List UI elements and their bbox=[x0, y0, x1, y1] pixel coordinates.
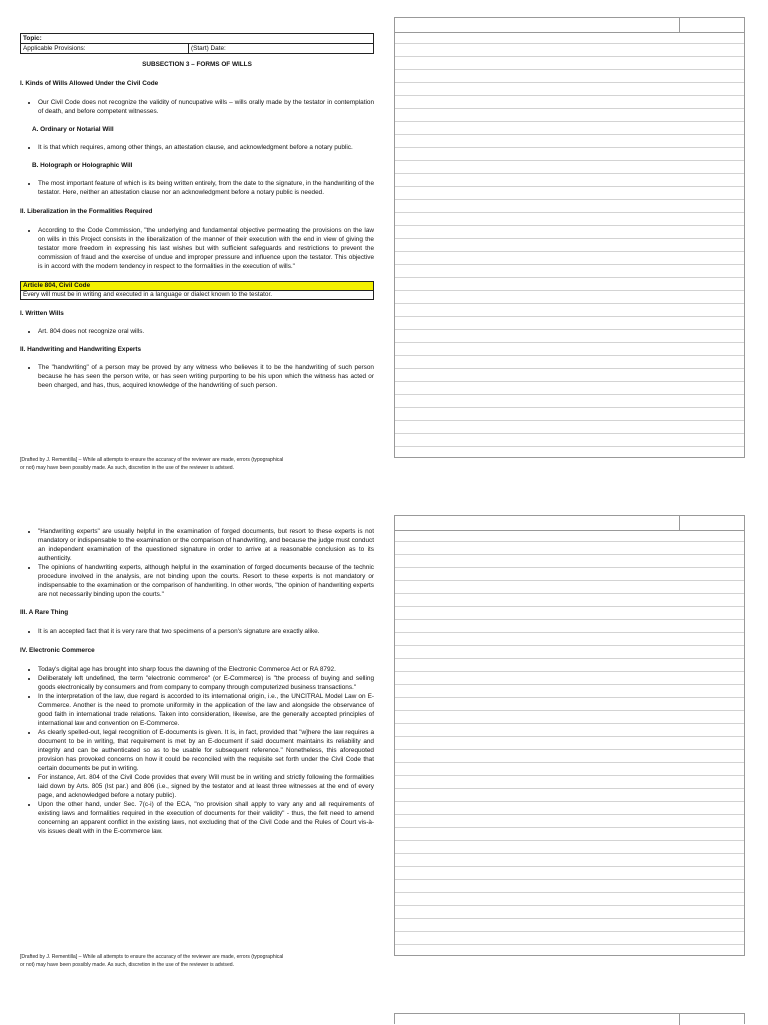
list-item: • It is that which requires, among other things, an attestation clause, and acknowledgment before a notary public. bbox=[38, 143, 374, 152]
section-heading: II. Liberalization in the Formalities Required bbox=[20, 208, 153, 215]
section-heading: I. Kinds of Wills Allowed Under the Civil Code bbox=[20, 80, 159, 87]
footer-line: or not) may have been possibly made. As such, discretion in the use of the reviewer is advised. bbox=[20, 465, 235, 471]
notes-header bbox=[395, 516, 744, 531]
list-item: • According to the Code Commission, "the underlying and fundamental objective permeating the provisions on the law on wills in this Project consists in the liberalization of the manner of their execution with the end in view of giving the testator more freedom in expressing his last wishes but with sufficient safeguards and restrictions to prevent the commission of fraud and the exercise of undue and improper pressure and influence upon the testator. This objective is in accord with the modern tendency in respect to the formalities in the execution of wills." bbox=[38, 226, 374, 271]
notes-panel[interactable] bbox=[394, 515, 745, 956]
page2-footer bbox=[20, 953, 360, 969]
topic-label: Topic: bbox=[23, 35, 42, 42]
bullet-list bbox=[20, 363, 374, 390]
notes-panel[interactable] bbox=[394, 17, 745, 458]
page1-content bbox=[20, 33, 374, 390]
section-heading: III. A Rare Thing bbox=[20, 609, 69, 616]
article-box bbox=[20, 281, 374, 300]
bullet-list bbox=[20, 527, 374, 599]
page2-content bbox=[20, 527, 374, 836]
list-item: • As clearly spelled-out, legal recognition of E-documents is given. It is, in fact, provided that "w]here the law requires a document to be in writing, that requirement is met by an E-document if said document maintains its reliability and integrity and can be authenticated so as to be usable for subsequent reference." Nonetheless, this aforequoted provision has provoked concerns on how it could be reconciled with the requisite set forth under the Civil Code that certain documents be put in writing. bbox=[38, 728, 374, 773]
list-item: • Our Civil Code does not recognize the validity of nuncupative wills – wills orally made by the testator in contemplation of death, and before competent witnesses. bbox=[38, 98, 374, 116]
list-item: • In the interpretation of the law, due regard is accorded to its international origin, i.e., the UNCITRAL Model Law on E-Commerce. Another is the need to promote uniformity in the application of the law and alongside the observance of good faith in international trade relations. Taken into consideration, likewise, are the generally accepted principles of international law and convention on E-Commerce. bbox=[38, 692, 374, 728]
footer-line: [Drafted by J. Rementilla] – While all attempts to ensure the accuracy of the reviewer are made, errors (typographical bbox=[20, 457, 284, 463]
notes-header-divider bbox=[679, 1014, 680, 1025]
bullet-list bbox=[20, 226, 374, 271]
page1-footer bbox=[20, 456, 360, 472]
subsection-heading: A. Ordinary or Notarial Will bbox=[32, 126, 114, 133]
subsection-heading: B. Holograph or Holographic Will bbox=[32, 162, 133, 169]
list-item: • The opinions of handwriting experts, although helpful in the examination of forged documents because of the technic procedure involved in the analysis, are not binding upon the courts. Resort to these experts is not mandatory or indispensable to the examination or the comparison of handwriting. In other words, "the opinion of handwriting experts are not necessarily binding upon the courts." bbox=[38, 563, 374, 599]
list-item: • Upon the other hand, under Sec. 7(c-i) of the ECA, "no provision shall apply to vary any and all requirements of existing laws and formalities required in the execution of documents for their validity" - thus, the felt need to amend concerning an apparent conflict in the existing laws, not excluding that of the Civil Code and the Rules of Court vis-à-vis issues dealt with in the E-commerce law. bbox=[38, 800, 374, 836]
list-item: • Today's digital age has brought into sharp focus the dawning of the Electronic Commerce Act or RA 8792. bbox=[38, 665, 374, 674]
list-item: • The most important feature of which is its being written entirely, from the date to the signature, in the handwriting of the testator. Here, neither an attestation clause nor an acknowledgment before a notary public is needed. bbox=[38, 179, 374, 197]
footer-line: [Drafted by J. Rementilla] – While all attempts to ensure the accuracy of the reviewer are made, errors (typographical bbox=[20, 954, 284, 960]
list-item: • It is an accepted fact that it is very rare that two specimens of a person's signature are exactly alike. bbox=[38, 627, 374, 636]
list-item: • Deliberately left undefined, the term "electronic commerce" (or E-Commerce) is "the process of buying and selling goods electronically by consumers and from company to company through computerized business transactions." bbox=[38, 674, 374, 692]
list-item: • "Handwriting experts" are usually helpful in the examination of forged documents, but resort to these experts is not mandatory or indispensable to the examination or the comparison of handwriting, and because the judge must conduct an independent examination of the questioned signature in order to arrive at a reasonable conclusion as to its authenticity. bbox=[38, 527, 374, 563]
provisions-label: Applicable Provisions: bbox=[21, 44, 189, 53]
bullet-list bbox=[20, 627, 374, 636]
list-item: • The "handwriting" of a person may be proved by any witness who believes it to be the handwriting of such person because he has seen the person write, or has seen writing purporting to be his upon which the witness has acted or been charged, and has, thus, acquired knowledge of the handwriting of such person. bbox=[38, 363, 374, 390]
page-title: SUBSECTION 3 – FORMS OF WILLS bbox=[142, 61, 252, 68]
notes-panel[interactable] bbox=[394, 1013, 745, 1024]
notes-header-divider bbox=[679, 18, 680, 32]
topic-row bbox=[21, 34, 373, 43]
section-heading: II. Handwriting and Handwriting Experts bbox=[20, 346, 142, 353]
bullet-list bbox=[20, 327, 374, 336]
notes-header bbox=[395, 1014, 744, 1025]
bullet-list bbox=[20, 98, 374, 116]
notes-header bbox=[395, 18, 744, 33]
bullet-list bbox=[20, 143, 374, 152]
provisions-row bbox=[21, 43, 373, 53]
footer-line: or not) may have been possibly made. As such, discretion in the use of the reviewer is advised. bbox=[20, 962, 235, 968]
bullet-list bbox=[20, 665, 374, 836]
header-table bbox=[20, 33, 374, 54]
list-item: • For instance, Art. 804 of the Civil Code provides that every Will must be in writing and strictly following the formalities laid down by Arts. 805 (Ist par.) and 806 (i.e., signed by the testator and at least three witnesses at the end of every page, and acknowledged before a notary public). bbox=[38, 773, 374, 800]
article-text: Every will must be in writing and executed in a language or dialect known to the testator. bbox=[23, 291, 273, 298]
date-label: (Start) Date: bbox=[191, 45, 226, 52]
section-heading: I. Written Wills bbox=[20, 310, 64, 317]
bullet-list bbox=[20, 179, 374, 197]
notes-header-divider bbox=[679, 516, 680, 530]
article-title: Article 804, Civil Code bbox=[21, 282, 373, 291]
list-item: • Art. 804 does not recognize oral wills. bbox=[38, 327, 374, 336]
section-heading: IV. Electronic Commerce bbox=[20, 647, 95, 654]
